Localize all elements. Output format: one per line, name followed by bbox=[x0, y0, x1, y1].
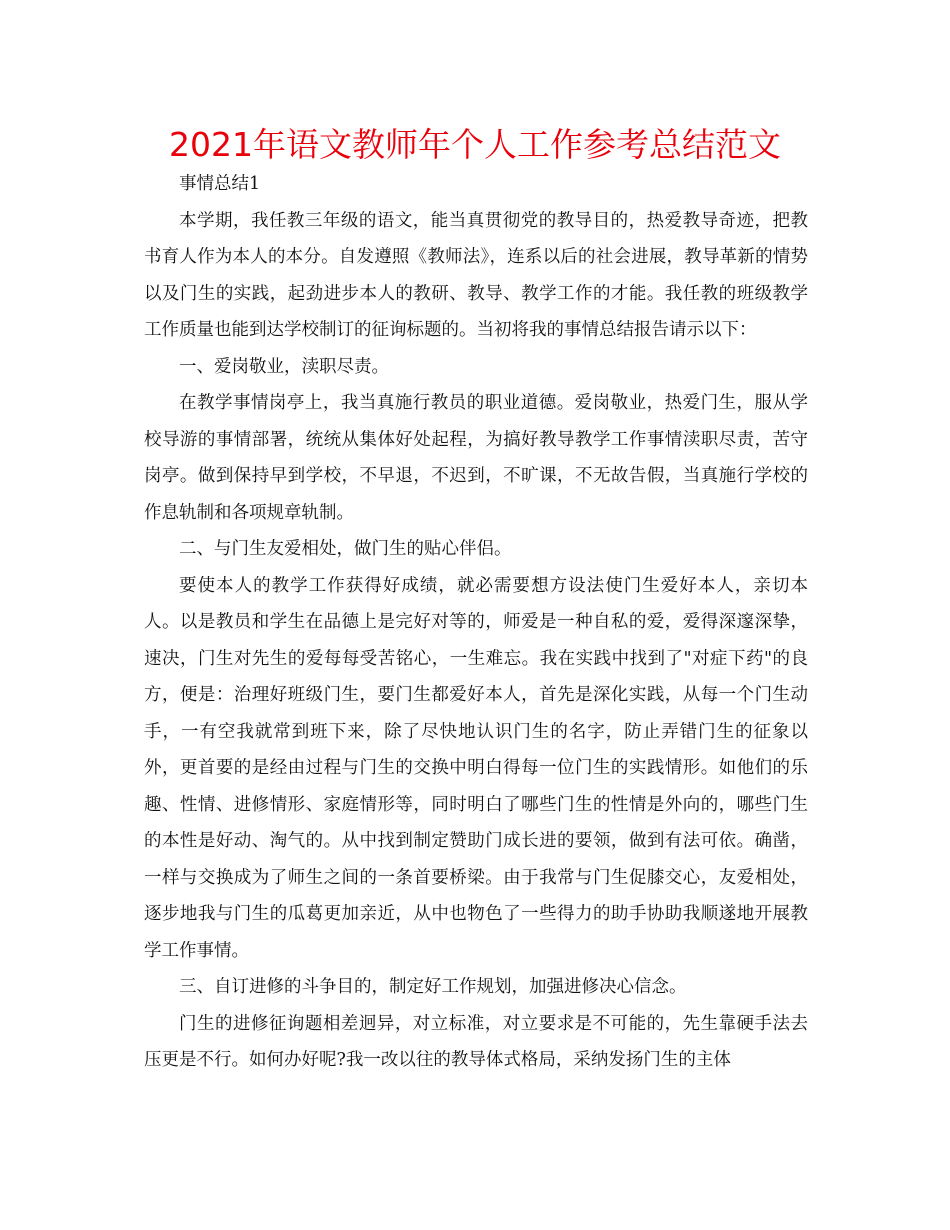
section-heading-3: 三、自订进修的斗争目的，制定好工作规划，加强进修决心信念。 bbox=[179, 977, 687, 997]
section-heading-2: 二、与门生友爱相处，做门生的贴心伴侣。 bbox=[179, 539, 512, 559]
paragraph-1: 在教学事情岗亭上，我当真施行教员的职业道德。爱岗敬业，热爱门生，服从学校导游的事情部署，统统从集体好处起程，为搞好教导教学工作事情渎职尽责，苦守岗亭。做到保持早到学校，不早退，不迟到，不旷课，不无故告假，当真施行学校的作息轨制和各项规章轨制。 bbox=[144, 393, 808, 523]
paragraph-intro: 本学期，我任教三年级的语文，能当真贯彻党的教导目的，热爱教导奇迹，把教书育人作为本人的本分。自发遵照《教师法》，连系以后的社会进展，教导革新的情势以及门生的实践，起劲进步本人的教研、教导、教学工作的才能。我任教的班级教学工作质量也能到达学校制订的征询标题的。当初将我的事情总结报告请示以下： bbox=[144, 210, 808, 340]
section-subtitle: 事情总结1 bbox=[179, 174, 261, 194]
document-title: 2021年语文教师年个人工作参考总结范文 bbox=[169, 125, 781, 164]
paragraph-3: 门生的进修征询题相差迥异，对立标准，对立要求是不可能的，先生靠硬手法去压更是不行。如何办好呢?我一改以往的教导体式格局，采纳发扬门生的主体 bbox=[144, 1013, 808, 1070]
paragraph-2: 要使本人的教学工作获得好成绩，就必需要想方设法使门生爱好本人，亲切本人。以是教员和学生在品德上是完好对等的，师爱是一种自私的爱，爱得深邃深挚，速决，门生对先生的爱每每受苦铭心，一生难忘。我在实践中找到了"对症下药"的良方，便是：治理好班级门生，要门生都爱好本人，首先是深化实践，从每一个门生动手，一有空我就常到班下来，除了尽快地认识门生的名字，防止弄错门生的征象以外，更首要的是经由过程与门生的交换中明白得每一位门生的实践情形。如他们的乐趣、性情、进修情形、家庭情形等，同时明白了哪些门生的性情是外向的，哪些门生的本性是好动、淘气的。从中找到制定赞助门成长进的要领，做到有法可依。确凿，一样与交换成为了师生之间的一条首要桥梁。由于我常与门生促膝交心，友爱相处， 逐步地我与门生的瓜葛更加亲近，从中也物色了一些得力的助手协助我顺遂地开展教学工作事情。 bbox=[144, 575, 808, 961]
section-heading-1: 一、爱岗敬业，渎职尽责。 bbox=[179, 356, 389, 377]
document-body bbox=[144, 166, 808, 1079]
